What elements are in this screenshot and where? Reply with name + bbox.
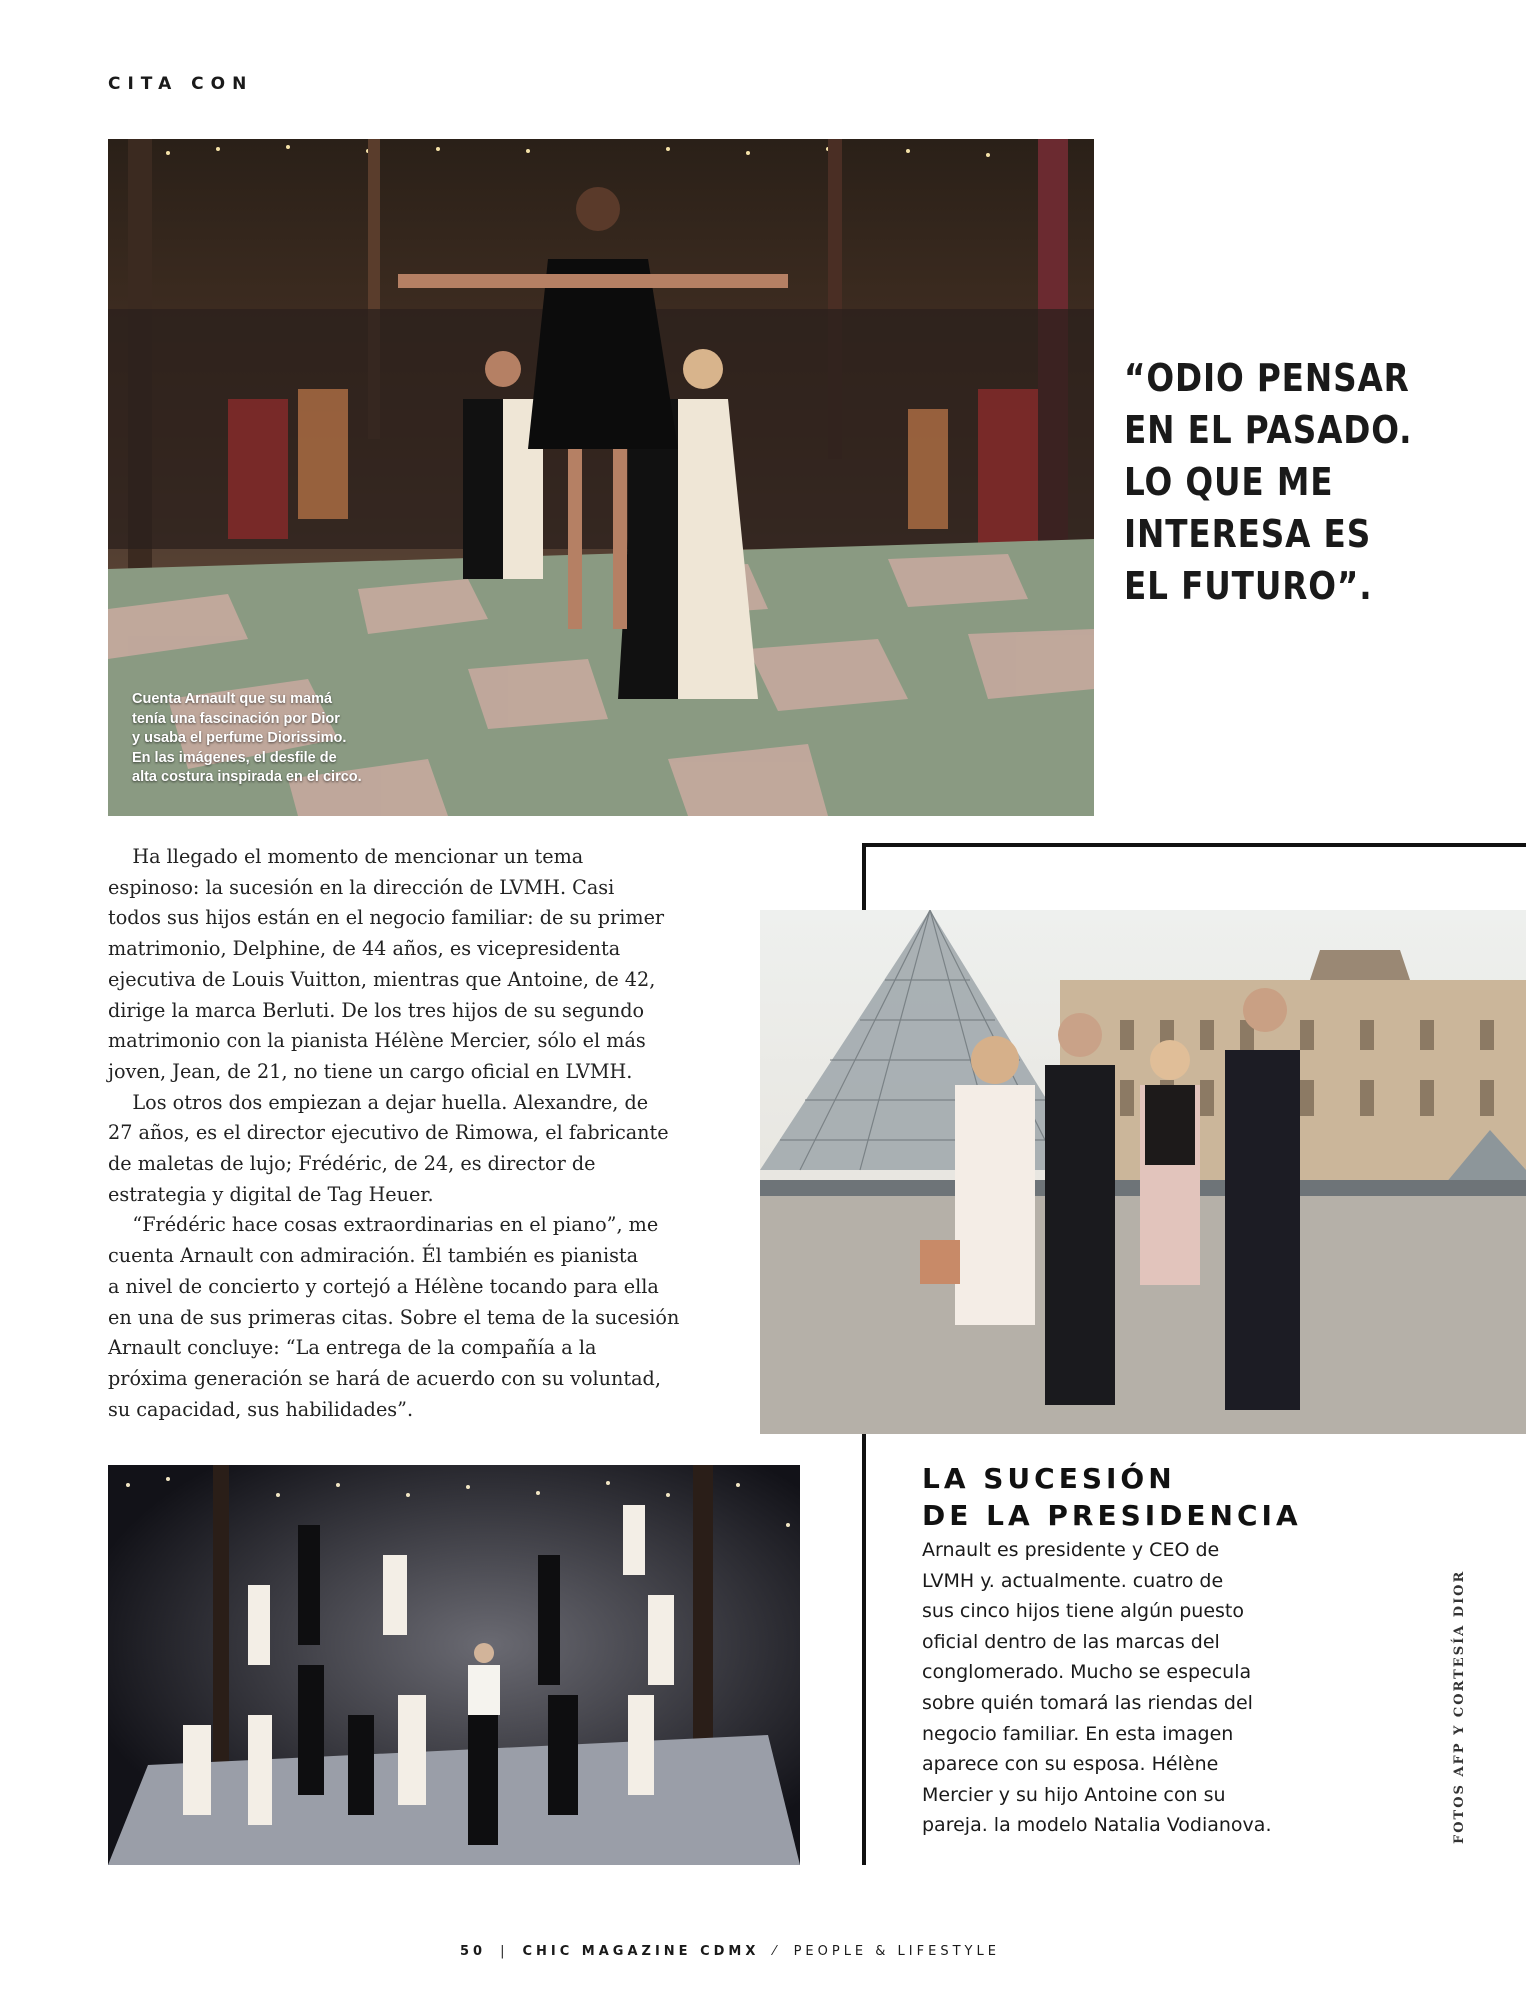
- pull-quote-line: EL FUTURO”.: [1124, 564, 1373, 608]
- body-line: su capacidad, sus habilidades”.: [108, 1397, 414, 1421]
- section-label: CITA CON: [108, 74, 254, 94]
- pull-quote-line: EN EL PASADO.: [1124, 408, 1413, 452]
- sidebar-body: [922, 1535, 1342, 1841]
- footer-section: PEOPLE & LIFESTYLE: [793, 1944, 1000, 1959]
- page-footer: [460, 1944, 1000, 1959]
- body-line: Arnault concluye: “La entrega de la compañía a la: [108, 1336, 597, 1360]
- sidebar-body-line: aparece con su esposa. Hélène: [922, 1753, 1219, 1776]
- body-line: matrimonio con la pianista Hélène Mercier, sólo el más: [108, 1029, 646, 1053]
- body-line: matrimonio, Delphine, de 44 años, es vicepresidenta: [108, 937, 621, 961]
- sidebar-body-line: negocio familiar. En esta imagen: [922, 1722, 1234, 1745]
- body-line: en una de sus primeras citas. Sobre el tema de la sucesión: [108, 1305, 680, 1329]
- sidebar-frame-top-rule: [862, 843, 1526, 847]
- page-number: 50: [460, 1944, 487, 1959]
- caption-line: alta costura inspirada en el circo.: [132, 769, 362, 785]
- sidebar-body-line: LVMH y. actualmente. cuatro de: [922, 1569, 1224, 1592]
- sidebar-body-line: sus cinco hijos tiene algún puesto: [922, 1600, 1244, 1623]
- caption-line: Cuenta Arnault que su mamá: [132, 691, 333, 707]
- photo-credit: FOTOS AFP Y CORTESÍA DIOR: [1452, 1569, 1467, 1844]
- photo-arnault-family-louvre: [760, 910, 1526, 1434]
- sidebar-body-line: pareja. la modelo Natalia Vodianova.: [922, 1814, 1272, 1837]
- sidebar-title-line: LA SUCESIÓN: [922, 1462, 1176, 1495]
- sidebar-body-line: Mercier y su hijo Antoine con su: [922, 1783, 1226, 1806]
- pull-quote-line: “ODIO PENSAR: [1124, 356, 1410, 400]
- body-line: de maletas de lujo; Frédéric, de 24, es director de: [108, 1152, 596, 1176]
- sidebar-title: [922, 1460, 1302, 1534]
- article-body: [108, 842, 748, 1425]
- sidebar-body-line: Arnault es presidente y CEO de: [922, 1539, 1220, 1561]
- sidebar-body-line: oficial dentro de las marcas del: [922, 1630, 1220, 1653]
- body-line: Ha llegado el momento de mencionar un tema: [108, 845, 584, 868]
- pull-quote: [1124, 352, 1413, 612]
- body-line: “Frédéric hace cosas extraordinarias en el piano”, me: [108, 1213, 659, 1237]
- photo-circus-acrobats: [108, 1465, 800, 1865]
- body-line: cuenta Arnault con admiración. Él también es pianista: [108, 1244, 639, 1268]
- caption-line: En las imágenes, el desfile de: [132, 749, 337, 766]
- body-line: a nivel de concierto y cortejó a Hélène tocando para ella: [108, 1274, 659, 1298]
- pull-quote-line: LO QUE ME: [1124, 460, 1334, 504]
- body-line: Los otros dos empiezan a dejar huella. Alexandre, de: [108, 1090, 649, 1114]
- footer-slash: ⁄: [773, 1944, 780, 1959]
- body-line: espinoso: la sucesión en la dirección de LVMH. Casi: [108, 875, 615, 899]
- sidebar-title-line: DE LA PRESIDENCIA: [922, 1499, 1302, 1532]
- body-line: ejecutiva de Louis Vuitton, mientras que Antoine, de 42,: [108, 967, 656, 991]
- body-line: próxima generación se hará de acuerdo con su voluntad,: [108, 1366, 661, 1390]
- pull-quote-line: INTERESA ES: [1124, 512, 1372, 556]
- sidebar-body-line: conglomerado. Mucho se especula: [922, 1661, 1252, 1684]
- photo-caption: [132, 690, 452, 788]
- magazine-name: CHIC MAGAZINE CDMX: [522, 1944, 760, 1959]
- body-line: todos sus hijos están en el negocio familiar: de su primer: [108, 906, 665, 930]
- body-line: 27 años, es el director ejecutivo de Rimowa, el fabricante: [108, 1121, 669, 1145]
- body-line: joven, Jean, de 21, no tiene un cargo oficial en LVMH.: [108, 1059, 633, 1083]
- body-line: estrategia y digital de Tag Heuer.: [108, 1182, 434, 1206]
- body-line: dirige la marca Berluti. De los tres hijos de su segundo: [108, 998, 645, 1022]
- sidebar-body-line: sobre quién tomará las riendas del: [922, 1691, 1253, 1714]
- caption-line: y usaba el perfume Diorissimo.: [132, 730, 347, 746]
- footer-separator: |: [500, 1944, 509, 1959]
- caption-line: tenía una fascinación por Dior: [132, 710, 340, 727]
